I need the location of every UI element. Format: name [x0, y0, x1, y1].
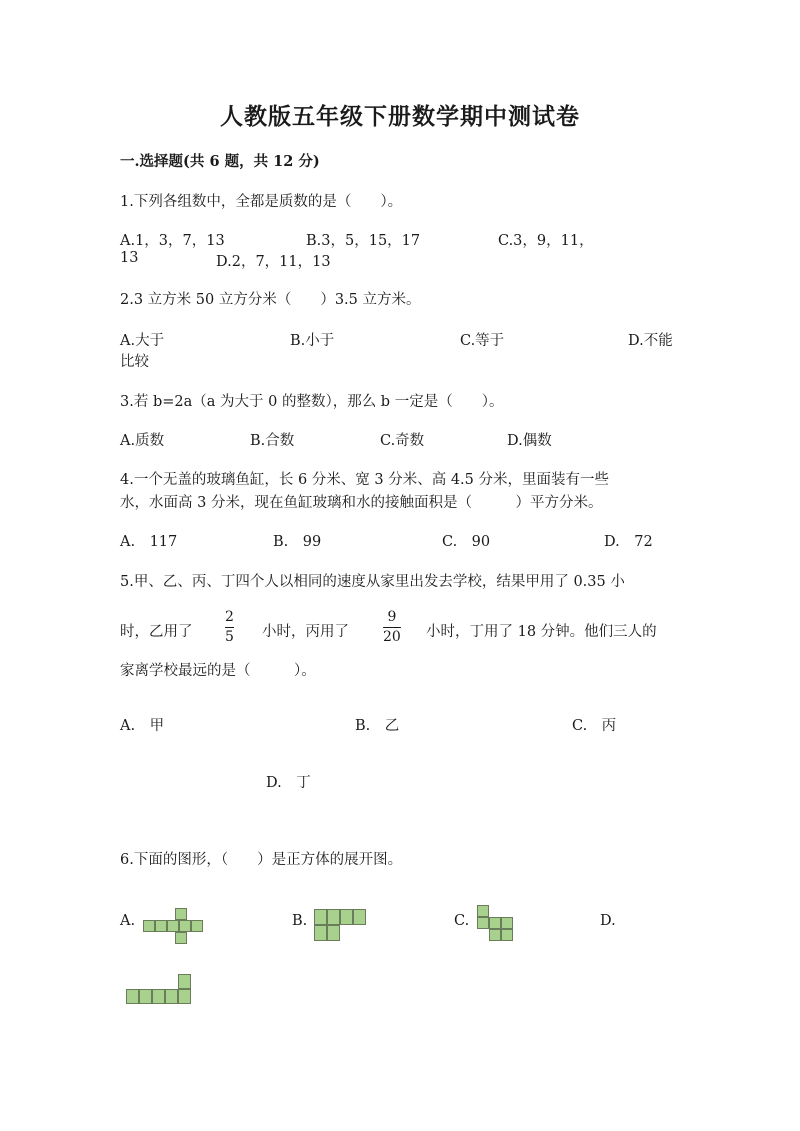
section-heading: 一.选择题(共 6 题，共 12 分) — [120, 153, 320, 170]
net-square — [152, 989, 165, 1004]
net-square — [167, 920, 179, 932]
net-square — [139, 989, 152, 1004]
q1-option-a: A.1，3，7，13 — [120, 233, 225, 249]
page-title: 人教版五年级下册数学期中测试卷 — [220, 103, 580, 130]
q3-option-a: A.质数 — [120, 433, 165, 449]
fraction-nine-twentieths — [383, 609, 401, 646]
question-5-line-3: 家离学校最远的是（ ）。 — [120, 663, 316, 679]
cube-net-c-figure — [477, 905, 517, 945]
net-square — [165, 989, 178, 1004]
q6-option-d: D. — [600, 913, 616, 929]
q5-option-c: C. 丙 — [572, 718, 617, 734]
net-square — [314, 909, 327, 925]
net-square — [314, 925, 327, 941]
fraction-numerator: 9 — [387, 609, 397, 625]
cube-net-b-figure — [314, 909, 368, 943]
q6-option-c: C. — [454, 913, 470, 929]
q4-option-a: A. 117 — [120, 534, 178, 550]
q4-option-d: D. 72 — [604, 534, 653, 550]
q5-option-d: D. 丁 — [266, 775, 311, 791]
question-3: 3.若 b=2a（a 为大于 0 的整数），那么 b 一定是（ ）。 — [120, 394, 504, 410]
fraction-denominator: 20 — [383, 629, 401, 645]
fraction-bar — [225, 627, 234, 628]
question-1: 1.下列各组数中，全都是质数的是（ ）。 — [120, 194, 403, 210]
fraction-numerator: 2 — [225, 609, 234, 625]
q3-option-d: D.偶数 — [507, 433, 552, 449]
fraction-bar — [383, 627, 401, 628]
net-square — [126, 989, 139, 1004]
q5-option-a: A. 甲 — [120, 718, 165, 734]
cube-net-d-figure — [126, 974, 194, 1006]
net-square — [477, 905, 489, 917]
q6-option-b: B. — [292, 913, 308, 929]
net-square — [178, 974, 191, 989]
net-square — [175, 932, 187, 944]
net-square — [340, 909, 353, 925]
net-square — [327, 925, 340, 941]
question-4-line-2: 水，水面高 3 分米，现在鱼缸玻璃和水的接触面积是（ ）平方分米。 — [120, 495, 603, 511]
net-square — [353, 909, 366, 925]
net-square — [143, 920, 155, 932]
net-square — [501, 929, 513, 941]
net-square — [179, 920, 191, 932]
question-5-line-1: 5.甲、乙、丙、丁四个人以相同的速度从家里出发去学校，结果甲用了 0.35 小 — [120, 574, 625, 590]
q2-option-a: A.大于 — [120, 333, 165, 349]
q2-option-d-wrap: 比较 — [120, 354, 149, 370]
fraction-two-fifths — [225, 609, 234, 646]
q5-option-b: B. 乙 — [355, 718, 400, 734]
net-square — [178, 989, 191, 1004]
net-square — [327, 909, 340, 925]
question-2: 2.3 立方米 50 立方分米（ ）3.5 立方米。 — [120, 292, 421, 308]
q1-option-c-wrap: 13 — [120, 250, 139, 266]
question-5-line-2c: 小时，丁用了 18 分钟。他们三人的 — [426, 624, 657, 640]
net-square — [489, 929, 501, 941]
net-square — [501, 917, 513, 929]
q3-option-b: B.合数 — [250, 433, 295, 449]
question-5-line-2b: 小时，丙用了 — [262, 624, 349, 640]
q1-option-b: B.3，5，15，17 — [306, 233, 421, 249]
q1-option-d: D.2，7，11，13 — [216, 254, 331, 270]
net-square — [175, 908, 187, 920]
q2-option-d: D.不能 — [628, 333, 673, 349]
net-square — [191, 920, 203, 932]
fraction-denominator: 5 — [225, 629, 234, 645]
q2-option-b: B.小于 — [290, 333, 335, 349]
cube-net-a-figure — [143, 908, 205, 946]
q4-option-c: C. 90 — [442, 534, 491, 550]
q2-option-c: C.等于 — [460, 333, 505, 349]
net-square — [155, 920, 167, 932]
net-square — [489, 917, 501, 929]
question-5-line-2a: 时，乙用了 — [120, 624, 193, 640]
net-square — [477, 917, 489, 929]
question-4-line-1: 4.一个无盖的玻璃鱼缸，长 6 分米、宽 3 分米、高 4.5 分米，里面装有一些 — [120, 472, 609, 488]
q6-option-a: A. — [120, 913, 136, 929]
q1-option-c: C.3，9，11， — [498, 233, 594, 249]
q3-option-c: C.奇数 — [380, 433, 425, 449]
question-6: 6.下面的图形，（ ）是正方体的展开图。 — [120, 852, 403, 868]
q4-option-b: B. 99 — [273, 534, 322, 550]
